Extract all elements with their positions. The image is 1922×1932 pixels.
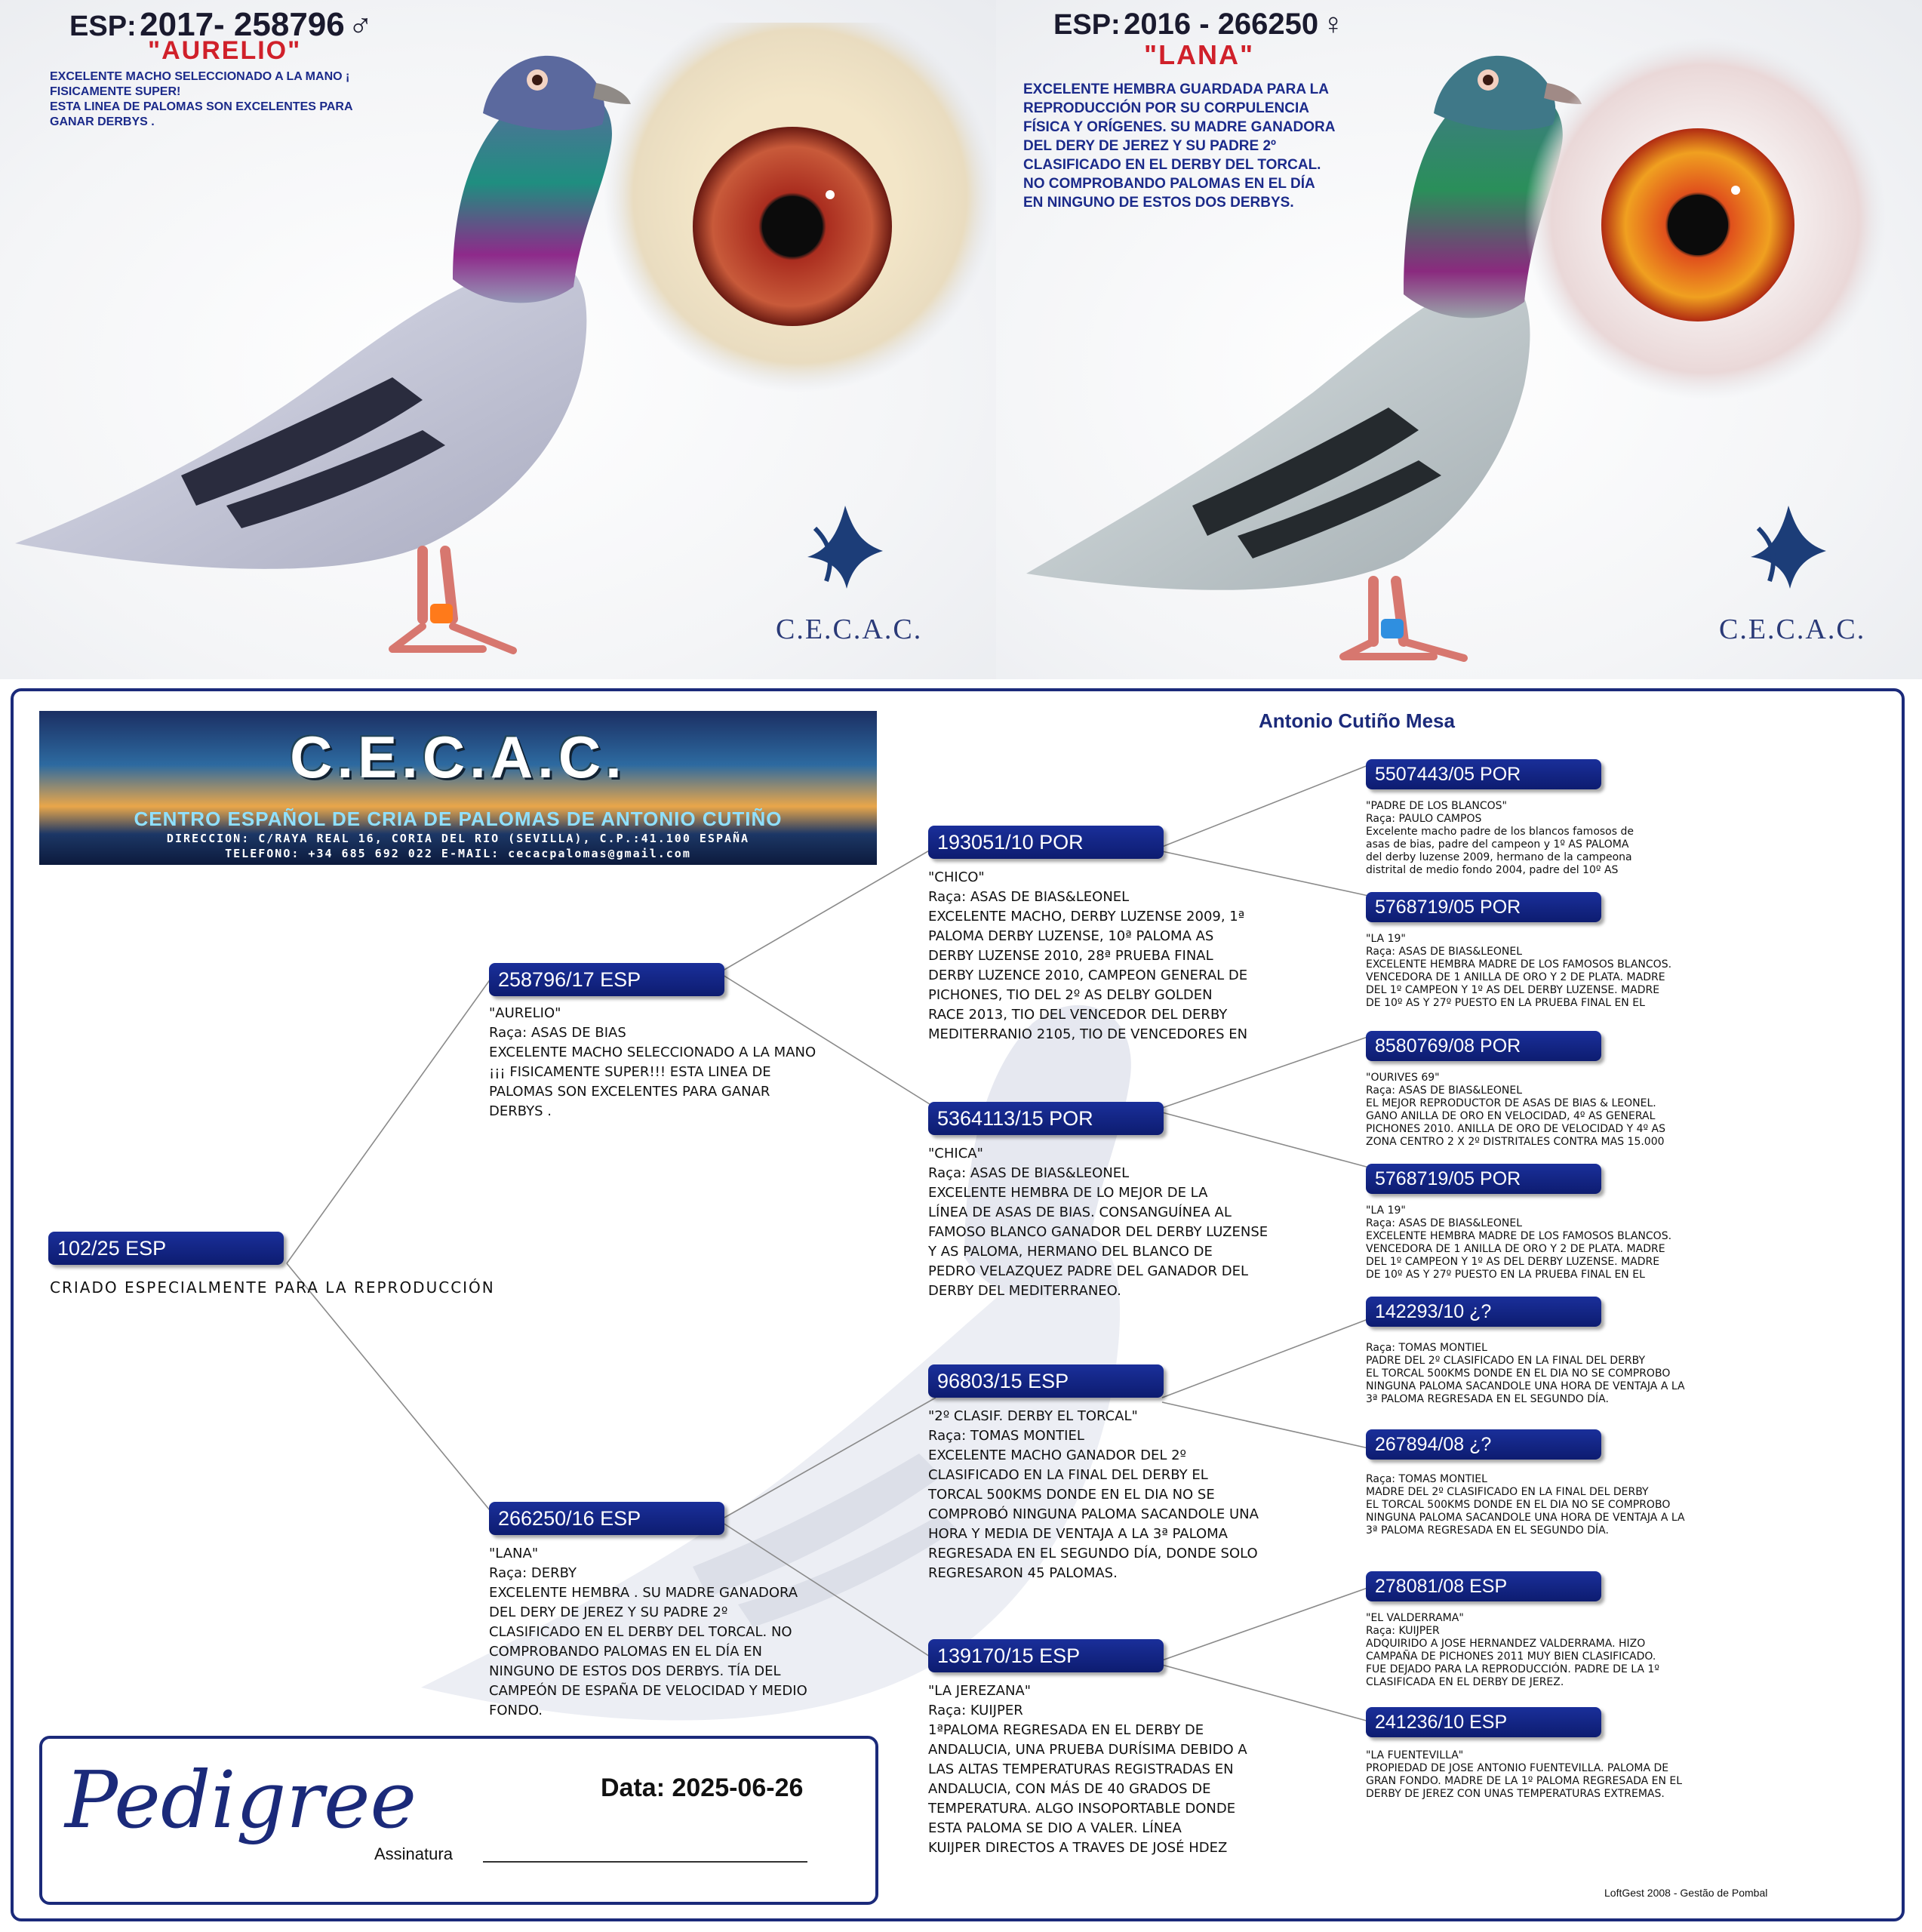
female-desc-line: NO COMPROBANDO PALOMAS EN EL DÍA bbox=[1023, 176, 1315, 192]
ssd-race: Raça: ASAS DE BIAS&LEONEL bbox=[1366, 946, 1523, 958]
ds-remark: HORA Y MEDIA DE VENTAJA A LA 3ª PALOMA bbox=[928, 1526, 1228, 1542]
pedigree-text-sd bbox=[928, 1144, 1351, 1301]
dd-race: Raça: KUIJPER bbox=[928, 1703, 1023, 1718]
pedigree-box-sds[interactable]: 8580769/08 POR bbox=[1366, 1031, 1601, 1061]
pedigree-text-dsd bbox=[1366, 1473, 1788, 1537]
male-ring-prefix: ESP: bbox=[69, 11, 137, 42]
sss-remark: Excelente macho padre de los blancos famosos de bbox=[1366, 826, 1634, 838]
ddd-name: "LA FUENTEVILLA" bbox=[1366, 1749, 1464, 1761]
root-note: CRIADO ESPECIALMENTE PARA LA REPRODUCCIÓN bbox=[50, 1278, 495, 1297]
female-name: "LANA" bbox=[1144, 39, 1255, 70]
sss-remark: asas de bias, padre del campeon y 1º AS PALOMA bbox=[1366, 838, 1629, 851]
dam-remark: CLASIFICADO EN EL DERBY DEL TORCAL. NO bbox=[489, 1624, 792, 1640]
male-desc-line: ESTA LINEA DE PALOMAS SON EXCELENTES PARA bbox=[50, 100, 353, 113]
female-desc-line: REPRODUCCIÓN POR SU CORPULENCIA bbox=[1023, 100, 1309, 116]
male-desc-line: GANAR DERBYS . bbox=[50, 115, 155, 128]
ds-remark: REGRESADA EN EL SEGUNDO DÍA, DONDE SOLO bbox=[928, 1546, 1258, 1561]
pedigree-box-root[interactable]: 102/25 ESP bbox=[48, 1232, 284, 1265]
pedigree-text-dss bbox=[1366, 1342, 1788, 1406]
sdd-remark: VENCEDORA DE 1 ANILLA DE ORO Y 2 DE PLATA. MADRE bbox=[1366, 1243, 1665, 1255]
cecac-dove-icon bbox=[1736, 498, 1841, 611]
male-name: "AURELIO" bbox=[148, 36, 302, 65]
sss-remark: distrital de medio fondo 2004, padre del 10º AS bbox=[1366, 864, 1619, 876]
pedigree-box-dd[interactable]: 139170/15 ESP bbox=[928, 1639, 1164, 1672]
ssd-remark: DE 10º AS Y 27º PUESTO EN LA PRUEBA FINAL EN EL bbox=[1366, 997, 1645, 1009]
dss-remark: NINGUNA PALOMA SACANDOLE UNA HORA DE VENTAJA A LA bbox=[1366, 1380, 1685, 1392]
sd-remark: LÍNEA DE ASAS DE BIAS. CONSANGUÍNEA AL bbox=[928, 1204, 1232, 1220]
male-panel bbox=[0, 0, 996, 679]
banner-contact: TELEFONO: +34 685 692 022 E-MAIL: cecacpalomas@gmail.com bbox=[225, 847, 691, 860]
male-sex-icon: ♂ bbox=[348, 6, 374, 43]
ddd-remark: PROPIEDAD DE JOSE ANTONIO FUENTEVILLA. PALOMA DE bbox=[1366, 1762, 1669, 1774]
female-desc-line: DEL DERY DE JEREZ Y SU PADRE 2º bbox=[1023, 138, 1276, 154]
dam-race: Raça: DERBY bbox=[489, 1565, 577, 1581]
dd-remark: TEMPERATURA. ALGO INSOPORTABLE DONDE bbox=[928, 1801, 1236, 1817]
female-logo-text: C.E.C.A.C. bbox=[1719, 614, 1866, 645]
dsd-remark: NINGUNA PALOMA SACANDOLE UNA HORA DE VENTAJA A LA bbox=[1366, 1512, 1685, 1524]
dsd-remark: MADRE DEL 2º CLASIFICADO EN LA FINAL DEL DERBY bbox=[1366, 1486, 1649, 1498]
dd-name: "LA JEREZANA" bbox=[928, 1683, 1032, 1699]
male-desc-line: EXCELENTE MACHO SELECCIONADO A LA MANO ¡ bbox=[50, 70, 350, 83]
ssd-name: "LA 19" bbox=[1366, 933, 1406, 945]
sire-name: "AURELIO" bbox=[489, 1005, 561, 1021]
ds-race: Raça: TOMAS MONTIEL bbox=[928, 1428, 1084, 1444]
pedigree-box-ssd[interactable]: 5768719/05 POR bbox=[1366, 892, 1601, 922]
sds-remark: ZONA CENTRO 2 X 2º DISTRITALES CONTRA MAS 15.000 bbox=[1366, 1136, 1665, 1148]
dsd-remark: EL TORCAL 500KMS DONDE EN EL DIA NO SE COMPROBO bbox=[1366, 1499, 1671, 1511]
sd-remark: PEDRO VELAZQUEZ PADRE DEL GANADOR DEL bbox=[928, 1263, 1249, 1279]
pedigree-box-dss[interactable]: 142293/10 ¿? bbox=[1366, 1297, 1601, 1327]
dds-remark: ADQUIRIDO A JOSE HERNANDEZ VALDERRAMA. HIZO bbox=[1366, 1638, 1646, 1650]
dam-remark: EXCELENTE HEMBRA . SU MADRE GANADORA bbox=[489, 1585, 798, 1601]
dd-remark: KUIJPER DIRECTOS A TRAVES DE JOSÉ HDEZ bbox=[928, 1840, 1228, 1856]
dam-remark: FONDO. bbox=[489, 1703, 543, 1718]
sd-remark: FAMOSO BLANCO GANADOR DEL DERBY LUZENSE bbox=[928, 1224, 1269, 1240]
pedigree-box-ddd[interactable]: 241236/10 ESP bbox=[1366, 1707, 1601, 1737]
footer-credit: LoftGest 2008 - Gestão de Pombal bbox=[1604, 1887, 1768, 1899]
dam-name: "LANA" bbox=[489, 1546, 539, 1561]
dd-remark: ANDALUCIA, CON MÁS DE 40 GRADOS DE bbox=[928, 1781, 1211, 1797]
male-ring-number: 2017- 258796 bbox=[140, 6, 345, 43]
ds-remark: EXCELENTE MACHO GANADOR DEL 2º bbox=[928, 1447, 1187, 1463]
sss-race: Raça: PAULO CAMPOS bbox=[1366, 813, 1482, 825]
ds-remark: TORCAL 500KMS DONDE EN EL DIA NO SE bbox=[928, 1487, 1215, 1503]
pedigree-text-ddd bbox=[1366, 1749, 1788, 1801]
pedigree-text-ss bbox=[928, 868, 1351, 1044]
dss-remark: PADRE DEL 2º CLASIFICADO EN LA FINAL DEL DERBY bbox=[1366, 1355, 1646, 1367]
dd-remark: 1ªPALOMA REGRESADA EN EL DERBY DE bbox=[928, 1722, 1204, 1738]
sire-remark: ¡¡¡ FISICAMENTE SUPER!!! ESTA LINEA DE bbox=[489, 1064, 771, 1080]
ss-remark: RACE 2013, TIO DEL VENCEDOR DEL DERBY bbox=[928, 1007, 1228, 1023]
female-panel bbox=[996, 0, 1922, 679]
ss-remark: DERBY LUZENCE 2010, CAMPEON GENERAL DE bbox=[928, 968, 1248, 983]
ds-remark: REGRESARON 45 PALOMAS. bbox=[928, 1565, 1118, 1581]
ssd-remark: EXCELENTE HEMBRA MADRE DE LOS FAMOSOS BLANCOS. bbox=[1366, 958, 1672, 971]
ds-remark: COMPROBÓ NINGUNA PALOMA SACANDOLE UNA bbox=[928, 1506, 1259, 1522]
sdd-remark: EXCELENTE HEMBRA MADRE DE LOS FAMOSOS BLANCOS. bbox=[1366, 1230, 1672, 1242]
dam-remark: NINGUNO DE ESTOS DOS DERBYS. TÍA DEL bbox=[489, 1663, 781, 1679]
breeder-name: Antonio Cutiño Mesa bbox=[1259, 709, 1455, 732]
ss-remark: MEDITERRANIO 2105, TIO DE VENCEDORES EN bbox=[928, 1026, 1248, 1042]
sds-name: "OURIVES 69" bbox=[1366, 1072, 1440, 1084]
pedigree-text-ds bbox=[928, 1407, 1351, 1583]
pedigree-box-ds[interactable]: 96803/15 ESP bbox=[928, 1364, 1164, 1398]
banner-title: C.E.C.A.C. bbox=[290, 724, 626, 790]
sd-remark: DERBY DEL MEDITERRANEO. bbox=[928, 1283, 1121, 1299]
sds-remark: PICHONES 2010. ANILLA DE ORO DE VELOCIDAD Y 4º AS bbox=[1366, 1123, 1665, 1135]
female-desc-line: FÍSICA Y ORÍGENES. SU MADRE GANADORA bbox=[1023, 119, 1336, 135]
female-sex-icon: ♀ bbox=[1321, 8, 1345, 41]
sdd-remark: DEL 1º CAMPEON Y 1º AS DEL DERBY LUZENSE. MADRE bbox=[1366, 1256, 1660, 1268]
pedigree-text-ssd bbox=[1366, 933, 1788, 1010]
pedigree-box-dds[interactable]: 278081/08 ESP bbox=[1366, 1571, 1601, 1601]
sds-remark: EL MEJOR REPRODUCTOR DE ASAS DE BIAS & LEONEL. bbox=[1366, 1097, 1656, 1109]
sss-remark: del derby luzense 2009, hermano de la campeona bbox=[1366, 851, 1632, 863]
dsd-race: Raça: TOMAS MONTIEL bbox=[1366, 1473, 1487, 1485]
pedigree-text-dd bbox=[928, 1681, 1351, 1858]
signature-line[interactable] bbox=[483, 1861, 807, 1863]
ds-name: "2º CLASIF. DERBY EL TORCAL" bbox=[928, 1408, 1138, 1424]
ssd-remark: DEL 1º CAMPEON Y 1º AS DEL DERBY LUZENSE. MADRE bbox=[1366, 984, 1660, 996]
female-desc-line: CLASIFICADO EN EL DERBY DEL TORCAL. bbox=[1023, 157, 1321, 173]
male-logo-text: C.E.C.A.C. bbox=[776, 614, 923, 645]
pedigree-text-dam bbox=[489, 1544, 881, 1721]
dds-name: "EL VALDERRAMA" bbox=[1366, 1612, 1464, 1624]
sire-remark: PALOMAS SON EXCELENTES PARA GANAR bbox=[489, 1084, 770, 1100]
dds-race: Raça: KUIJPER bbox=[1366, 1625, 1440, 1637]
cecac-banner bbox=[39, 711, 877, 865]
dd-remark: ANDALUCIA, UNA PRUEBA DURÍSIMA DEBIDO A bbox=[928, 1742, 1247, 1758]
dd-remark: LAS ALTAS TEMPERATURAS REGISTRADAS EN bbox=[928, 1761, 1234, 1777]
pedigree-box-dam[interactable]: 266250/16 ESP bbox=[489, 1502, 724, 1535]
ddd-remark: DERBY DE JEREZ CON UNAS TEMPERATURAS EXTREMAS. bbox=[1366, 1788, 1665, 1800]
sd-remark: Y AS PALOMA, HERMANO DEL BLANCO DE bbox=[928, 1244, 1213, 1260]
ss-name: "CHICO" bbox=[928, 869, 985, 885]
pedigree-text-sire bbox=[489, 1004, 881, 1121]
sire-remark: DERBYS . bbox=[489, 1103, 552, 1119]
female-desc-line: EXCELENTE HEMBRA GUARDADA PARA LA bbox=[1023, 82, 1329, 97]
male-desc-line: FISICAMENTE SUPER! bbox=[50, 85, 181, 98]
cecac-dove-icon bbox=[792, 498, 898, 611]
dss-remark: 3ª PALOMA REGRESADA EN EL SEGUNDO DÍA. bbox=[1366, 1393, 1609, 1405]
dds-remark: CLASIFICADA EN EL DERBY DE JEREZ. bbox=[1366, 1676, 1564, 1688]
dds-remark: CAMPAÑA DE PICHONES 2011 MUY BIEN CLASIFICADO. bbox=[1366, 1651, 1656, 1663]
pedigree-script-title: Pedigree bbox=[65, 1754, 417, 1846]
pedigree-box-sdd[interactable]: 5768719/05 POR bbox=[1366, 1164, 1601, 1194]
dsd-remark: 3ª PALOMA REGRESADA EN EL SEGUNDO DÍA. bbox=[1366, 1524, 1609, 1537]
ss-remark: PALOMA DERBY LUZENSE, 10ª PALOMA AS bbox=[928, 928, 1214, 944]
sdd-race: Raça: ASAS DE BIAS&LEONEL bbox=[1366, 1217, 1523, 1229]
pedigree-text-sss bbox=[1366, 800, 1788, 877]
dam-remark: DEL DERY DE JEREZ Y SU PADRE 2º bbox=[489, 1604, 728, 1620]
sire-race: Raça: ASAS DE BIAS bbox=[489, 1025, 626, 1041]
male-band bbox=[430, 604, 453, 623]
pedigree-text-dds bbox=[1366, 1612, 1788, 1689]
ddd-remark: GRAN FONDO. MADRE DE LA 1º PALOMA REGRESADA EN EL bbox=[1366, 1775, 1683, 1787]
pedigree-box-sss[interactable]: 5507443/05 POR bbox=[1366, 759, 1601, 789]
female-band bbox=[1381, 619, 1404, 638]
sdd-name: "LA 19" bbox=[1366, 1204, 1406, 1217]
signature-label: Assinatura bbox=[374, 1844, 453, 1863]
pedigree-date: Data: 2025-06-26 bbox=[601, 1774, 804, 1802]
ss-remark: PICHONES, TIO DEL 2º AS DELBY GOLDEN bbox=[928, 987, 1213, 1003]
banner-subtitle: CENTRO ESPAÑOL DE CRIA DE PALOMAS DE ANTONIO CUTIÑO bbox=[134, 808, 783, 830]
female-ring-number: 2016 - 266250 bbox=[1124, 8, 1319, 41]
sd-race: Raça: ASAS DE BIAS&LEONEL bbox=[928, 1165, 1130, 1181]
sd-remark: EXCELENTE HEMBRA DE LO MEJOR DE LA bbox=[928, 1185, 1208, 1201]
sire-remark: EXCELENTE MACHO SELECCIONADO A LA MANO bbox=[489, 1044, 816, 1060]
dam-remark: COMPROBANDO PALOMAS EN EL DÍA EN bbox=[489, 1644, 762, 1660]
sdd-remark: DE 10º AS Y 27º PUESTO EN LA PRUEBA FINAL EN EL bbox=[1366, 1269, 1645, 1281]
ss-remark: EXCELENTE MACHO, DERBY LUZENSE 2009, 1ª bbox=[928, 909, 1245, 924]
sds-race: Raça: ASAS DE BIAS&LEONEL bbox=[1366, 1084, 1523, 1097]
pedigree-sheet bbox=[11, 688, 1905, 1921]
pedigree-box-sd[interactable]: 5364113/15 POR bbox=[928, 1102, 1164, 1135]
sss-name: "PADRE DE LOS BLANCOS" bbox=[1366, 800, 1507, 812]
banner-address: DIRECCION: C/RAYA REAL 16, CORIA DEL RIO (SEVILLA), C.P.:41.100 ESPAÑA bbox=[166, 832, 750, 845]
pedigree-box-dsd[interactable]: 267894/08 ¿? bbox=[1366, 1429, 1601, 1460]
sds-remark: GANO ANILLA DE ORO EN VELOCIDAD, 4º AS GENERAL bbox=[1366, 1110, 1656, 1122]
ss-race: Raça: ASAS DE BIAS&LEONEL bbox=[928, 889, 1130, 905]
dd-remark: ESTA PALOMA SE DIO A VALER. LÍNEA bbox=[928, 1820, 1182, 1836]
pedigree-box-ss[interactable]: 193051/10 POR bbox=[928, 826, 1164, 859]
dam-remark: CAMPEÓN DE ESPAÑA DE VELOCIDAD Y MEDIO bbox=[489, 1683, 807, 1699]
dss-race: Raça: TOMAS MONTIEL bbox=[1366, 1342, 1487, 1354]
ds-remark: CLASIFICADO EN LA FINAL DEL DERBY EL bbox=[928, 1467, 1208, 1483]
dss-remark: EL TORCAL 500KMS DONDE EN EL DIA NO SE COMPROBO bbox=[1366, 1367, 1671, 1380]
dds-remark: FUE DEJADO PARA LA REPRODUCCIÓN. PADRE DE LA 1º bbox=[1366, 1663, 1659, 1675]
ss-remark: DERBY LUZENSE 2010, 28ª PRUEBA FINAL bbox=[928, 948, 1213, 964]
female-desc-line: EN NINGUNO DE ESTOS DOS DERBYS. bbox=[1023, 195, 1294, 211]
female-ring-prefix: ESP: bbox=[1053, 9, 1121, 41]
pedigree-text-sdd bbox=[1366, 1204, 1788, 1281]
pedigree-text-sds bbox=[1366, 1072, 1788, 1149]
pedigree-box-sire[interactable]: 258796/17 ESP bbox=[489, 963, 724, 996]
signature-box bbox=[39, 1736, 878, 1905]
ssd-remark: VENCEDORA DE 1 ANILLA DE ORO Y 2 DE PLATA. MADRE bbox=[1366, 971, 1665, 983]
sd-name: "CHICA" bbox=[928, 1146, 983, 1161]
